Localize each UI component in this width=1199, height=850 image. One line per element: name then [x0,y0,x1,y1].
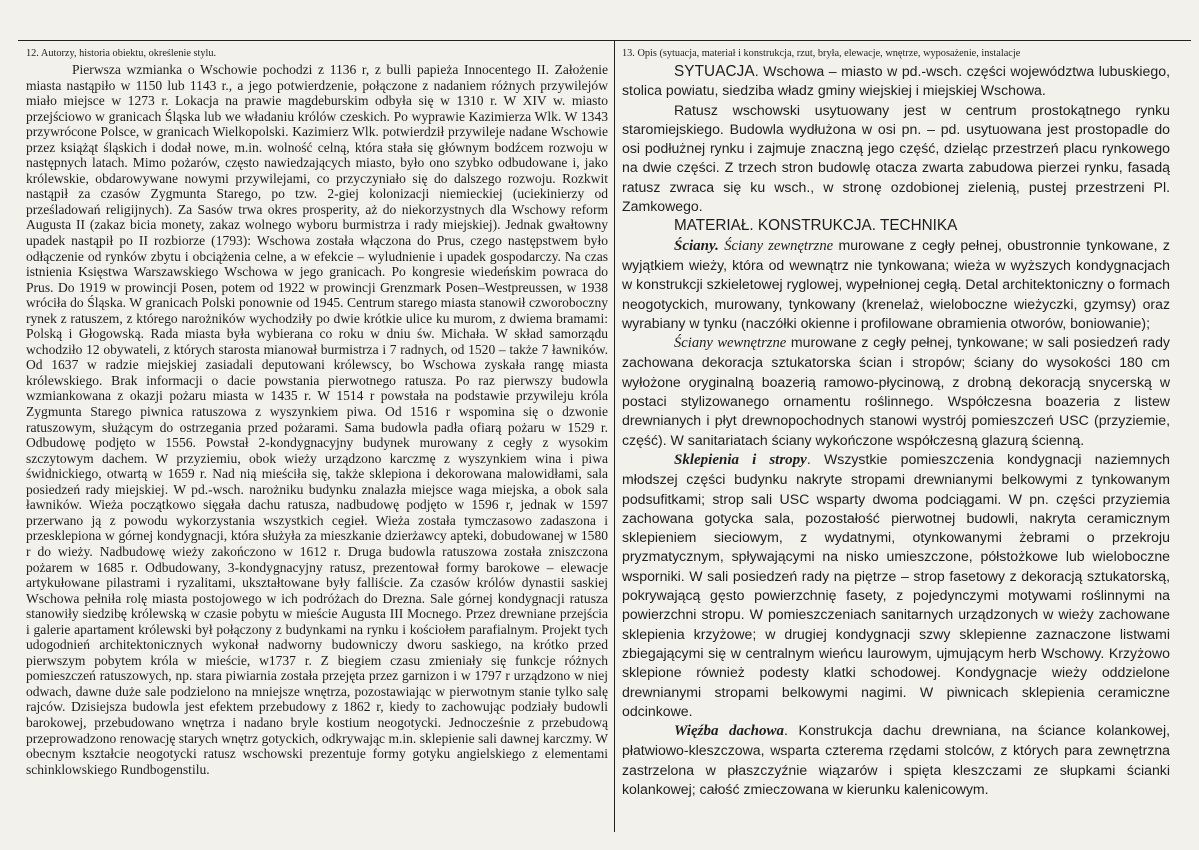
roof-label: Więźba dachowa [674,723,784,740]
description-column [622,47,1170,799]
column-divider [614,40,615,832]
walls-label: Ściany. [674,237,719,254]
roof-paragraph [622,721,1170,799]
situation-heading: SYTUACJA [674,63,755,80]
vaults-label: Sklepienia i stropy [674,451,807,468]
roof-text: . Konstrukcja dachu drewniana, na ściance kolankowej, płatwiowo-kleszczowa, wsparta czterema rzędami stolców, z których para zewnętrzna zastrzelona w płaszczyźnie wiązarów i spięta kleszczami ze słupkami ścianki kolankowej; całość zmieczowana w kierunku kalenicowym. [622,722,1171,797]
section-13-header: 13. Opis (sytuacja, materiał i konstrukcja, rzut, bryła, elewacje, wnętrze, wyposażenie, instalacje [622,48,1021,59]
walls-ext-label: Ściany zewnętrzne [724,237,834,254]
situation-paragraph [622,62,1170,101]
material-heading: MATERIAŁ. KONSTRUKCJA. TECHNIKA [674,217,958,235]
situation-paragraph-2: Ratusz wschowski usytuowany jest w centrum prostokątnego rynku staromiejskiego. Budowla wydłużona w osi pn. – pd. usytuowana jest prostopadle do osi podłużnej rynku i zajmuje znaczną jego część, dzieląc przestrzeń placu rynkowego na dwie części. Z trzech stron budowlę otacza zwarta zabudowa pierzei rynku, fasadą ratusz zwraca się ku wsch., w stronę ozdobionej zielenią, pustej przestrzeni Pl. Zamkowego. [622,101,1170,215]
history-text: Pierwsza wzmianka o Wschowie pochodzi z 1136 r, z bulli papieża Innocentego II. Założenie miasta nastąpiło w 1150 lub 1143 r., a jego potwierdzenie, połączone z nadaniem różnych przywilejów miało miejsce w 1273 r. Lokacja na prawie magdeburskim odbyła się w 1310 r. W XIV w. miasto przejściowo w granicach Śląska lub we władaniu królów czeskich. Po wyprawie Kazimierza Wlk. W 1343 przywrócone Polsce, w granicach Wielkopolski. Kazimierz Wlk. potwierdził przywileje nadane Wschowie przez książąt śląskich i dodał nowe, m.in. wolność celną, która stała się głównym bodźcem rozwoju w następnych latach. Mimo pożarów, często nawiedzających miasto, było ono szybko odbudowane i, jako królewskie, obdarowywane nowymi przywilejami, co przyczyniało się do dalszego rozwoju. Rozkwit nastąpił za czasów Zygmunta Starego, po tzw. 2-giej kolonizacji niemieckiej (uciekinierzy od prześladowań religijnych). Za Sasów trwa okres prosperity, aż do niekorzystnych dla Wschowy reform Augusta II (zakaz bicia monety, zakaz wolnego wyboru burmistrza i rady miejskiej). Jednak gwałtowny upadek nastąpił po II rozbiorze (1793): Wschowa została włączona do Prus, czego następstwem było odłączenie od rynków zbytu i obciążenia celne, a w efekcie – wyludnienie i upadek gospodarczy. Na czas istnienia Księstwa Warszawskiego Wschowa w jego granicach. Po kongresie wiedeńskim powraca do Prus. Do 1919 w prowincji Posen, potem od 1922 w prowincji Grenzmark Posen–Westpreussen, w 1938 wróciła do Śląska. W granicach Polski ponownie od 1945. Centrum starego miasta stanowił czworoboczny rynek z ratuszem, z którego narożników wychodziły po dwie krótkie ulice ku murom, z dwiema bramami: Polską i Głogowską. Rada miasta była wybierana co roku w dniu św. Michała. W skład samorządu wchodziło 12 obywateli, z których starosta mianował burmistrza i 7 radnych, od 1520 – także 7 ławników. Od 1637 w radzie miejskiej zasiadali deputowani królewscy, bo Wschowa zyskała rangę miasta królewskiego. Brak informacji o dacie powstania pierwotnego ratusza. Po raz pierwszy budowla wzmiankowana z okazji pożaru miasta w 1435 r. W 1514 r powstała na podstawie przywileju króla Zygmunta Starego piwnica ratuszowa z wyszynkiem piwa. Od 1516 r wspomina się o dzwonie ratuszowym, służącym do ostrzegania przed pożarami. Sama budowla padła ofiarą pożaru w 1529 r. Odbudowę podjęto w 1556. Powstał 2-kondygnacyjny budynek murowany z cegły z wysokim szczytowym dachem. W przyziemiu, obok wieży urządzono karczmę z wyszynkiem wina i piwa świdnickiego, otwartą w 1659 r. Nad nią mieściła się, także sklepiona i dekorowana malowidłami, sala posiedzeń rady miejskiej. W pd.-wsch. narożniku budynku znalazła miejsce waga miejska, a obok sala ławników. Wieża początkowo sięgała dachu ratusza, nadbudowę podjęto w 1596 r, jednak w 1597 przerwano ją z powodu wykorzystania wszystkich cegieł. Wieża została tymczasowo zadaszona i przesklepiona w górnej kondygnacji, która służyła za mieszkanie dzierżawcy apteki, dobudowanej w 1580 r do wieży. Nadbudowę wieży zakończono w 1612 r. Druga budowla ratuszowa została zniszczona pożarem w 1685 r. Odbudowany, 3-kondygnacyjny ratusz, prezentował formy barokowe – elewacje artykułowane pilastrami i ryzalitami, ukształtowane były falliście. Za czasów królów dynastii saskiej Wschowa pełniła rolę miasta postojowego w ich podróżach do Drezna. Sale górnej kondygnacji ratusza stanowiły siedzibę królewską w czasie pobytu w mieście Augusta III Mocnego. Przez drewniane przejścia i galerie apartament królewski był połączony z budynkami na rynku i kościołem parafialnym. Projekt tych udogodnień architektonicznych wykonał nadworny budowniczy dworu saskiego, na krótko przed pierwszym pobytem króla w mieście, w1737 r. Z biegiem czasu zmieniały się funkcje różnych pomieszczeń ratuszowych, np. stara piwiarnia została przejęta przez garnizon i w 1797 r urządzono w niej odwach, dawne duże sale podzielono na mniejsze wnętrza, pozostawiając w pierwotnym stanie tylko salę rajców. Dzisiejsza budowla jest efektem przebudowy z 1862 r, kiedy to zachowując podziały budowli barokowej, przebudowano wnętrza i nadano bryle kostium neogotycki. Jednocześnie z przebudową przeprowadzono renowację starych wnętrz gotyckich, odkrywając m.in. sklepienie sali dawnej karczmy. W obecnym kształcie neogotycki ratusz wschowski prezentuje formy gotyku angielskiego z elementami schinklowskiego Rundbogenstilu. [26,62,608,777]
walls-int-text: murowane z cegły pełnej, tynkowane; w sali posiedzeń rady zachowana dekoracja sztukatorska ścian i stropów; ściany do wysokości 180 cm wyłożone oryginalną boazerią ramowo-płycinową, z drobną dekoracją snycerską w postaci stylizowanego ornamentu roślinnego. Współczesna boazeria z listew drewnianych i płyt drewnopochodnych stanowi wystrój pomieszczeń USC (przyziemie, część). W sanitariatach ściany wykończone współczesną glazurą ścienną. [622,334,1170,448]
walls-int-label: Ściany wewnętrzne [674,335,787,352]
walls-int-paragraph [622,333,1170,450]
walls-ext-text: murowane z cegły pełnej, obustronnie tynkowane, z wyjątkiem wieży, która od wewnątrz nie tynkowana; wieża w wyższych kondygnacjach w konstrukcji szkieletowej ryglowej, wypełnionej cegłą. Detal architektoniczny o formach neogotyckich, murowany, tynkowany (krenelaż, wieloboczne wieżyczki, gzymsy) oraz wyrabiany w tynku (naczółki okienne i profilowane obramienia otworów, boniowanie); [622,236,1170,331]
top-divider [18,40,1191,41]
vaults-paragraph [622,450,1170,721]
history-column [26,47,608,777]
situation-text: . Wschowa – miasto w pd.-wsch. części województwa lubuskiego, stolica powiatu, siedziba władz gminy wiejskiej i miejskiej Wschowa. [622,63,1170,99]
section-12-header: 12. Autorzy, historia obiektu, określenie stylu. [26,48,217,59]
walls-ext-paragraph [622,236,1170,333]
vaults-text: . Wszystkie pomieszczenia kondygnacji naziemnych młodszej części budynku nakryte stropami drewnianymi belkowymi z tynkowanym podsufitkami; strop sali USC wsparty dwoma podciągami. W pn. części przyziemia zachowana gotycka sala, pozostałość pierwotnej budowli, nakryta ceramicznym sklepieniem sieciowym, z wydatnymi, otynkowanymi żebrami o przekroju pryzmatycznym, spływającymi na nisko umieszczone, półstożkowe lub wieloboczne wsporniki. W sali posiedzeń rady na piętrze – strop fasetowy z dekoracją sztukatorską, pokrywającą gęsto powierzchnię fasety, z pojedynczymi motywami roślinnymi na powierzchni stropu. W pomieszczeniach sanitarnych urządzonych w wieży zachowane sklepienia krzyżowe; w drugiej kondygnacji szwy sklepienne zaznaczone listwami zbiegającymi się w centralnym wieńcu laurowym, ujmującym herb Wschowy. Krzyżowo sklepione również podesty klatki schodowej. Kondygnacje wieży oddzielone drewnianymi stropami belkowymi nagimi. W piwnicach sklepienia ceramiczne odcinkowe. [622,450,1170,719]
